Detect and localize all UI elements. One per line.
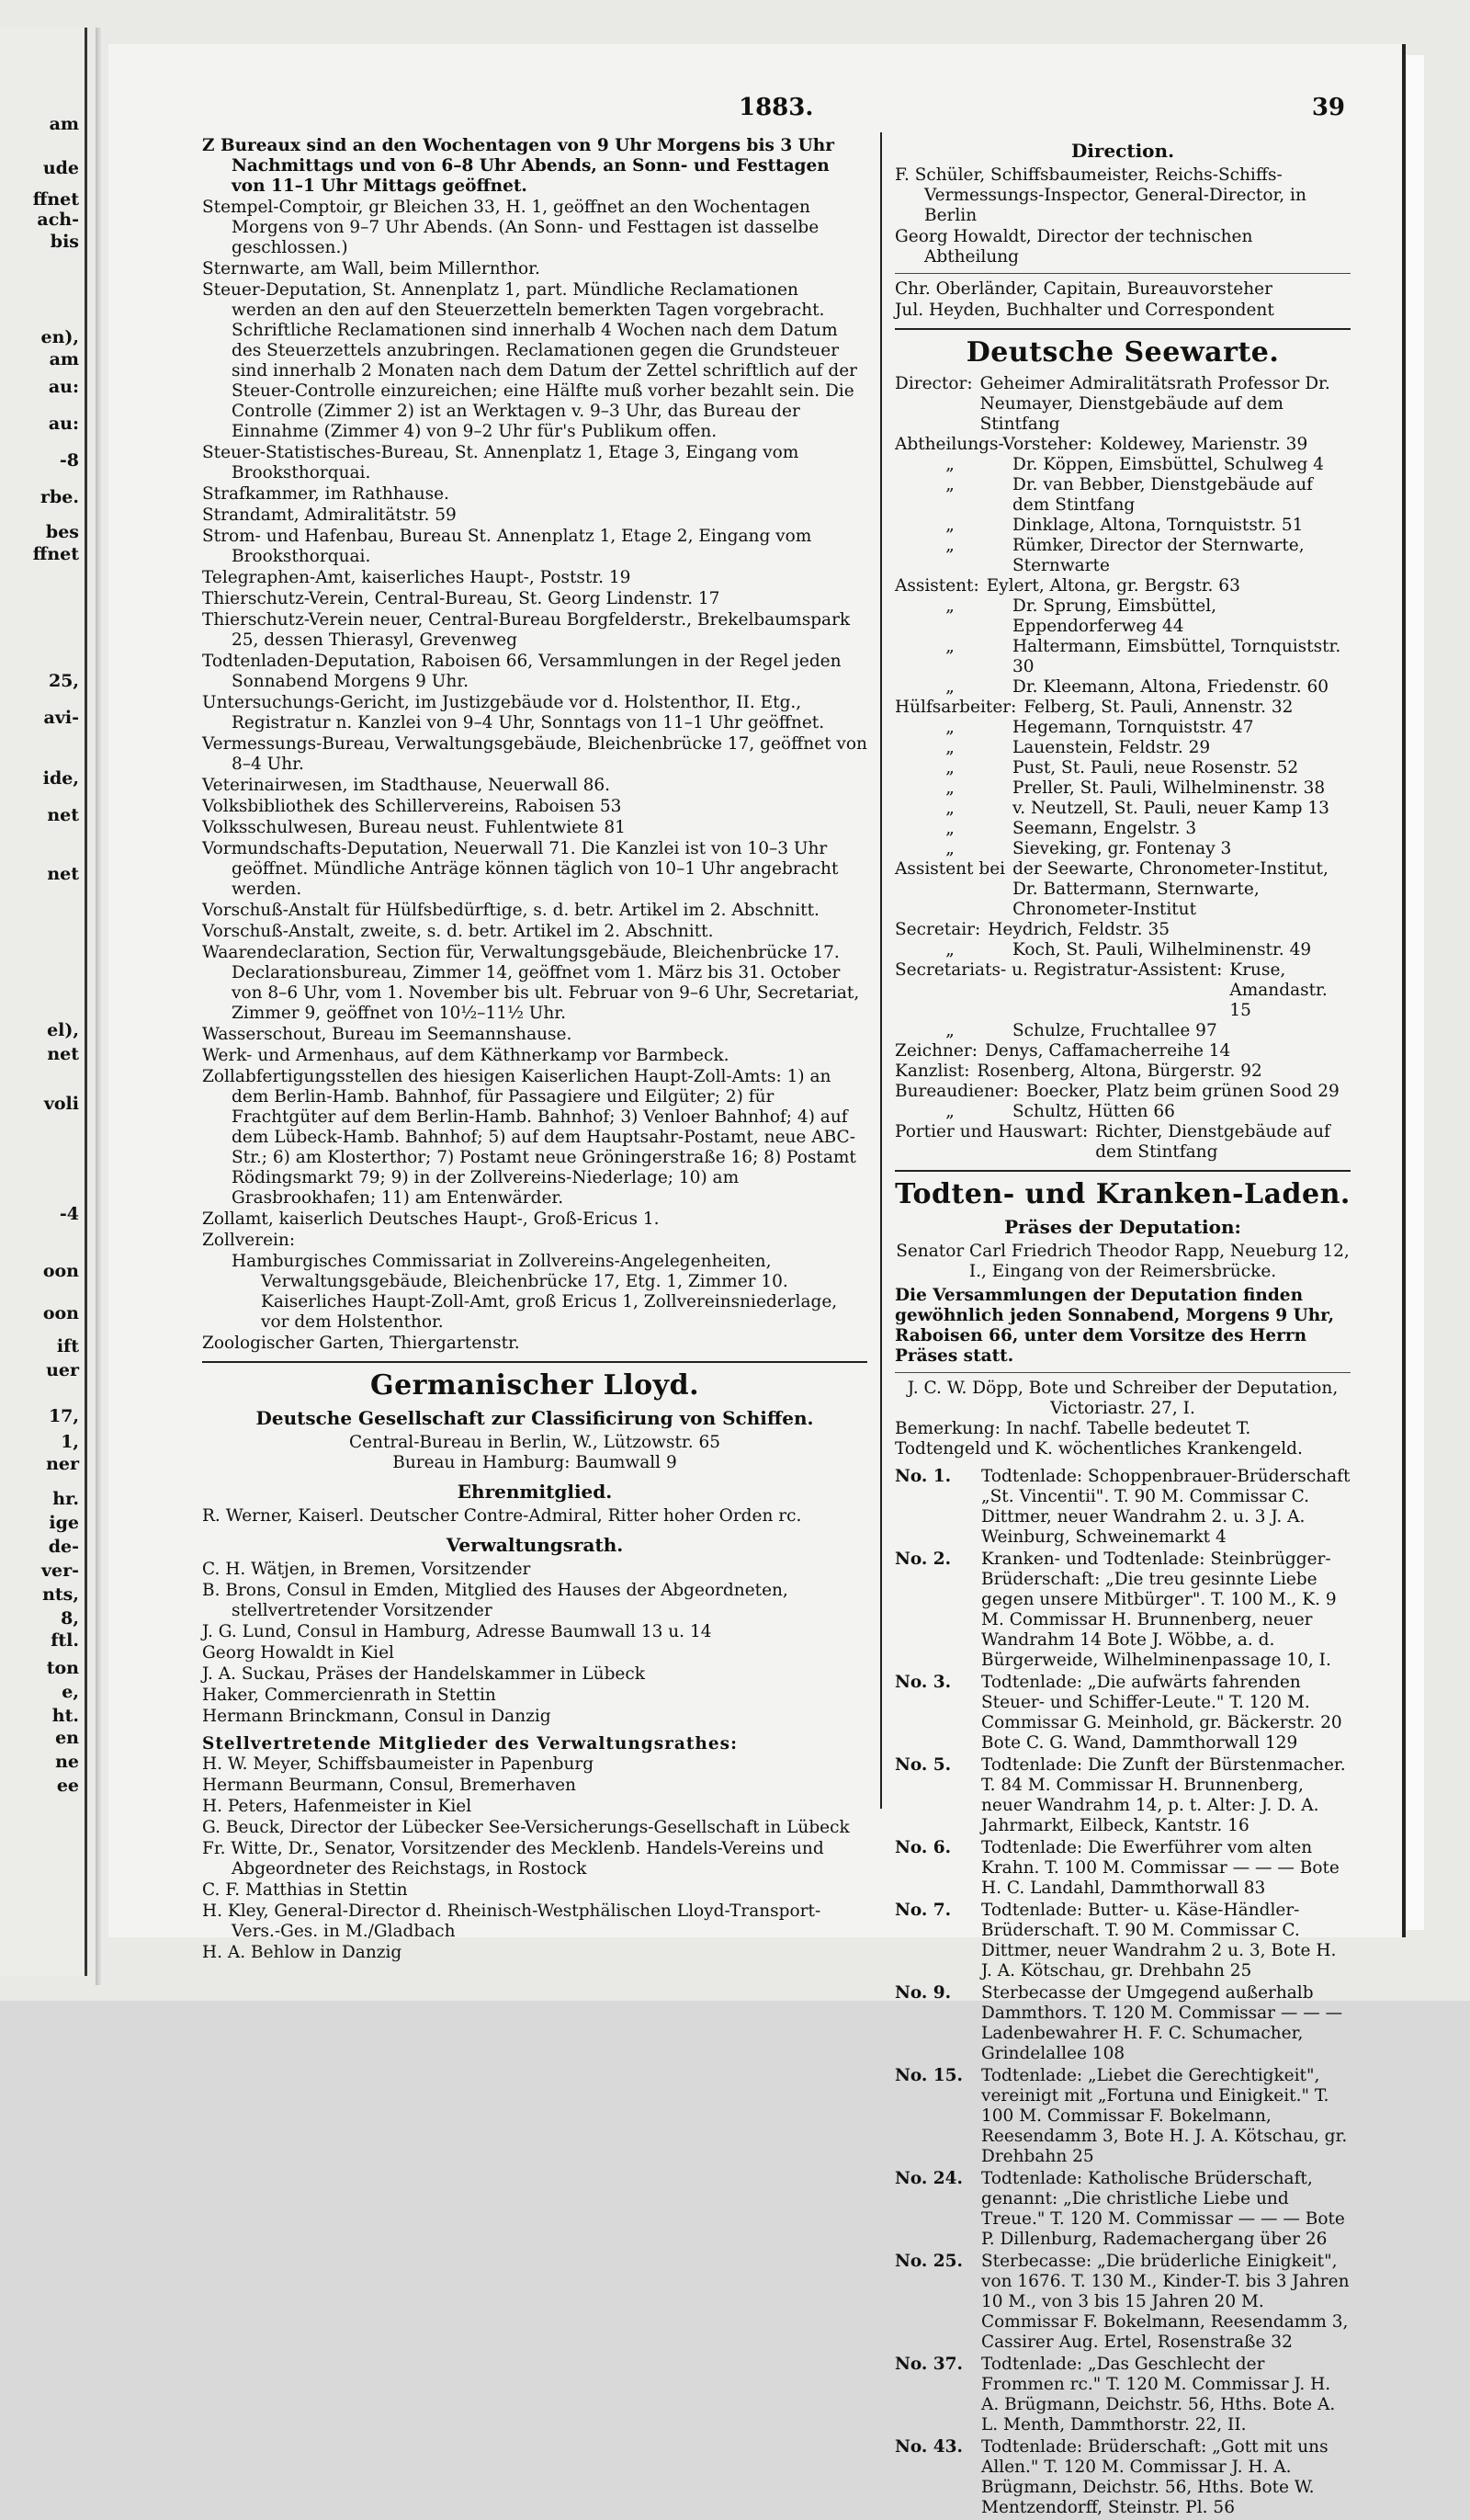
staff-role: Secretariats- u. Registratur-Assistent: [895, 960, 1223, 980]
board-member-text: C. H. Wätjen, in Bremen, Vorsitzender [202, 1560, 531, 1579]
direction-list [895, 165, 1351, 267]
staff-role: „ [945, 738, 955, 757]
staff-role: „ [945, 799, 955, 818]
todtenlade-entry [895, 1983, 1351, 2064]
staff-role: Assistent: [895, 576, 979, 596]
todtenlade-entry [895, 2437, 1351, 2518]
previous-page-fragment: ffnet [32, 544, 79, 564]
deputy-member-text: C. F. Matthias in Stettin [202, 1880, 408, 1900]
divider-line [895, 273, 1351, 274]
entry-text: Todtenlade: „Liebet die Gerechtigkeit", vereinigt mit „Fortuna und Einigkeit." T. 100 M. Commissar F. Bokelmann, Reesendamm 3, Bote H. J. A. Kötschau, gr. Drehbahn 25 [981, 2066, 1348, 2166]
remark-note: Bemerkung: In nachf. Tabelle bedeutet T. Todtengeld und K. wöchentliches Krankengeld. [895, 1419, 1303, 1459]
staff-role: „ [945, 758, 955, 778]
entry-text: Sterbecasse der Umgegend außerhalb Dammthors. T. 120 M. Commissar — — — Ladenbewahrer H. F. C. Schumacher, Grindelallee 108 [981, 1983, 1343, 2063]
staff-name: Boecker, Platz beim grünen Sood 29 [1025, 1082, 1340, 1101]
entry-text: Kranken- und Todtenlade: Steinbrügger-Brüderschaft: „Die treu gesinnte Liebe gegen unsere Mitbürger". T. 100 M., K. 9 M. Commissar H. Brunnenberg, neuer Wandrahm 14 Bote J. Wöbbe, a. d. Bürgerweide, Wilhelminenpassage 10, I. [981, 1549, 1337, 1670]
staff-name: Koch, St. Pauli, Wilhelminenstr. 49 [1012, 940, 1312, 959]
directory-entry [202, 568, 867, 588]
staff-row [895, 738, 1351, 758]
directory-entry-text: Volksschulwesen, Bureau neust. Fuhlentwiete 81 [202, 818, 626, 837]
staff-name: Heydrich, Feldstr. 35 [988, 920, 1170, 939]
directory-entry-text: Vorschuß-Anstalt, zweite, s. d. betr. Artikel im 2. Abschnitt. [202, 922, 714, 941]
directory-entry [202, 1231, 867, 1251]
book-gutter [96, 28, 103, 1985]
staff-name: Kruse, Amandastr. 15 [1229, 960, 1328, 1020]
staff-name: Richter, Dienstgebäude auf dem Stintfang [1095, 1122, 1330, 1162]
directory-entry-text: Vorschuß-Anstalt für Hülfsbedürftige, s. d. betr. Artikel im 2. Abschnitt. [202, 901, 820, 920]
previous-page-fragment: ift [56, 1336, 79, 1356]
board-member-text: B. Brons, Consul in Emden, Mitglied des Hauses der Abgeordneten, stellvertretender Vorsitzender [202, 1581, 788, 1620]
staff-role: Abtheilungs-Vorsteher: [895, 435, 1092, 454]
lloyd-address-berlin: Central-Bureau in Berlin, W., Lützowstr. 65 [348, 1433, 721, 1452]
previous-page-fragment: ffnet [32, 189, 79, 210]
directory-entry-text: Hamburgisches Commissariat in Zollvereins-Angelegenheiten, Verwaltungsgebäude, Bleichenbrücke 17, Etg. 1, Zimmer 10. Kaiserliches Haupt-Zoll-Amt, groß Ericus 1, Zollvereinsniederlage, vor dem Holstenthor. [232, 1252, 838, 1332]
deputy-member [202, 1797, 867, 1817]
directory-entry-text: Waarendeclaration, Section für, Verwaltungsgebäude, Bleichenbrücke 17. Declarationsbureau, Zimmer 14, geöffnet vom 1. März bis 31. October von 8–6 Uhr, vom 1. November bis ult. Februar von 9–6 Uhr, Secretariat, Zimmer 9, geöffnet von 10½–11½ Uhr. [202, 943, 860, 1023]
staff-row [895, 758, 1351, 778]
meeting-note: Die Versammlungen der Deputation finden gewöhnlich jeden Sonnabend, Morgens 9 Uhr, Raboisen 66, unter dem Vorsitze des Herrn Präses statt. [895, 1286, 1335, 1366]
staff-role: „ [945, 516, 955, 535]
directory-entry [202, 1334, 867, 1354]
previous-page-fragment: 25, [48, 671, 79, 691]
staff-row [895, 596, 1351, 637]
deputy-member-text: H. Kley, General-Director d. Rheinisch-Westphälischen Lloyd-Transport-Vers.-Ges. in M./Gladbach [202, 1901, 821, 1941]
staff-row [895, 718, 1351, 738]
direction-member-text: F. Schüler, Schiffsbaumeister, Reichs-Schiffs-Vermessungs-Inspector, General-Director, in Berlin [895, 165, 1306, 225]
praeses-name: Senator Carl Friedrich Theodor Rapp, Neueburg 12, I., Eingang von der Reimersbrücke. [896, 1242, 1350, 1281]
directory-entry-text: Strandamt, Admiralitätstr. 59 [202, 505, 457, 525]
deputy-member [202, 1880, 867, 1901]
staff-role: „ [945, 778, 955, 798]
staff-role: Kanzlist: [895, 1061, 970, 1081]
staff-row [895, 819, 1351, 839]
previous-page-fragment: de- [48, 1537, 79, 1557]
deputy-list [202, 1754, 867, 1963]
directory-entry [202, 198, 867, 258]
staff-role: Secretair: [895, 920, 981, 939]
lloyd-address-hamburg: Bureau in Hamburg: Baumwall 9 [392, 1453, 677, 1472]
entry-number: No. 37. [895, 2355, 963, 2374]
directory-entry [202, 527, 867, 567]
staff-role: „ [945, 940, 955, 959]
staff-name: Schultz, Hütten 66 [1012, 1102, 1175, 1121]
staff-name: Denys, Caffamacherreihe 14 [984, 1041, 1231, 1061]
staff-role: Hülfsarbeiter: [895, 698, 1017, 717]
entry-number: No. 9. [895, 1983, 952, 2003]
directory-entry-text: Veterinairwesen, im Stadthause, Neuerwall 86. [202, 776, 611, 795]
previous-page-fragment: ner [46, 1454, 79, 1474]
board-member-text: Georg Howaldt in Kiel [202, 1643, 394, 1663]
staff-role: „ [945, 1021, 955, 1040]
previous-page-fragment: 8, [61, 1608, 79, 1629]
deputy-member-text: H. A. Behlow in Danzig [202, 1943, 402, 1962]
previous-page-fragment: 17, [48, 1406, 79, 1426]
section-rule [202, 1361, 867, 1363]
previous-page-fragment: uer [46, 1360, 79, 1380]
previous-page-fragment: rbe. [40, 487, 79, 507]
previous-page-fragment: el), [47, 1020, 79, 1040]
staff-name: der Seewarte, Chronometer-Institut, Dr. Battermann, Sternwarte, Chronometer-Institut [1012, 859, 1329, 919]
seewarte-title: Deutsche Seewarte. [966, 336, 1280, 369]
board-member [202, 1622, 867, 1642]
directory-entry-text: Strafkammer, im Rathhause. [202, 484, 449, 504]
staff-name: Haltermann, Eimsbüttel, Tornquiststr. 30 [1012, 637, 1341, 676]
directory-entry-text: Untersuchungs-Gericht, im Justizgebäude vor d. Holstenthor, II. Etg., Registratur n. Kanzlei von 9–4 Uhr, Sonntags von 11–1 Uhr geöffnet. [202, 693, 825, 732]
section-rule [895, 1170, 1351, 1172]
previous-page-fragment: oon [42, 1261, 79, 1281]
directory-entry-text: Strom- und Hafenbau, Bureau St. Annenplatz 1, Etage 2, Eingang vom Brooksthorquai. [202, 527, 812, 566]
staff-row [895, 1082, 1351, 1102]
todtenladen-section [895, 1177, 1351, 2518]
entry-number: No. 24. [895, 2169, 963, 2188]
directory-entry [202, 797, 867, 817]
previous-page-fragment: am [49, 349, 79, 369]
page-year: 1883. [739, 94, 814, 121]
directory-entry [202, 1252, 867, 1333]
staff-role: „ [945, 596, 955, 616]
staff-name: Koldewey, Marienstr. 39 [1099, 435, 1308, 454]
previous-page-fragment: hr. [52, 1489, 79, 1509]
directory-entry [202, 610, 867, 651]
entry-text: Todtenlade: „Die aufwärts fahrenden Steuer- und Schiffer-Leute." T. 120 M. Commissar G. Meinhold, gr. Bäckerstr. 20 Bote C. G. Wand, Dammthorwall 129 [981, 1673, 1342, 1753]
directory-entry-text: Steuer-Statistisches-Bureau, St. Annenplatz 1, Etage 3, Eingang vom Brooksthorquai. [202, 443, 799, 482]
entry-number: No. 1. [895, 1467, 952, 1486]
directory-entry-text: Todtenladen-Deputation, Raboisen 66, Versammlungen in der Regel jeden Sonnabend Morgens 9 Uhr. [202, 652, 842, 691]
directory-entry-text: Steuer-Deputation, St. Annenplatz 1, part. Mündliche Reclamationen werden an den auf den Steuerzetteln bemerkten Tagen vorgebracht. Schriftliche Reclamationen sind innerhalb 4 Wochen nach dem Datum des Steuerzettels anzubringen. Reclamationen gegen die Grundsteuer sind innerhalb 2 Monaten nach dem Datum der Zettel schriftlich auf der Steuer-Controlle einzureichen; eine Hälfte muß vorher bezahlt sein. Die Controlle (Zimmer 2) ist an Werktagen v. 9–3 Uhr, das Bureau der Einnahme (Zimmer 4) von 9–2 Uhr für's Publikum offen. [202, 280, 858, 441]
previous-page-fragment: en [55, 1728, 79, 1748]
page-edge [1406, 55, 1424, 1930]
staff-name: Preller, St. Pauli, Wilhelminenstr. 38 [1012, 778, 1326, 798]
previous-page-fragment: -8 [59, 450, 79, 471]
staff-row [895, 698, 1351, 718]
todtenlade-entry [895, 2066, 1351, 2167]
seewarte-staff-list [895, 374, 1351, 1163]
directory-entry-text: Wasserschout, Bureau im Seemannshause. [202, 1025, 572, 1044]
staff-row [895, 859, 1351, 920]
board-member-text: J. A. Suckau, Präses der Handelskammer in Lübeck [202, 1664, 645, 1684]
todtenladen-title: Todten- und Kranken-Laden. [895, 1178, 1351, 1210]
staff-role: „ [945, 475, 955, 494]
staff-name: Rosenberg, Altona, Bürgerstr. 92 [977, 1061, 1262, 1081]
staff-row [895, 1102, 1351, 1122]
staff-row [895, 435, 1351, 455]
board-member-text: J. G. Lund, Consul in Hamburg, Adresse Baumwall 13 u. 14 [202, 1622, 712, 1641]
previous-page-fragment: ver- [40, 1561, 79, 1581]
directory-entry [202, 259, 867, 279]
previous-page-fragment: ftl. [51, 1630, 79, 1651]
entry-number: No. 15. [895, 2066, 963, 2085]
page-number: 39 [1311, 94, 1345, 121]
section-rule [895, 328, 1351, 330]
directory-entries [202, 136, 867, 1354]
entry-text: Sterbecasse: „Die brüderliche Einigkeit", von 1676. T. 130 M., Kinder-T. bis 3 Jahren 10 M., von 3 bis 15 Jahren 20 M. Commissar F. Bokelmann, Reesendamm 3, Cassirer Aug. Ertel, Rosenstraße 32 [981, 2252, 1350, 2352]
directory-entry [202, 136, 867, 197]
directory-entry [202, 693, 867, 733]
left-column [202, 136, 876, 1964]
staff-row [895, 576, 1351, 596]
entry-text: Todtenlade: Die Ewerführer vom alten Krahn. T. 100 M. Commissar — — — Bote H. C. Landahl, Dammthorwall 83 [981, 1838, 1340, 1898]
previous-page-fragment: avi- [43, 708, 79, 728]
directory-entry [202, 734, 867, 775]
staff-row [895, 677, 1351, 698]
todtenlade-entry [895, 2169, 1351, 2250]
deputy-member [202, 1776, 867, 1796]
staff-name: Hegemann, Tornquiststr. 47 [1012, 718, 1254, 737]
directory-entry [202, 901, 867, 921]
staff-row [895, 475, 1351, 516]
entry-number: No. 2. [895, 1549, 952, 1569]
staff-row [895, 516, 1351, 536]
staff-row [895, 536, 1351, 576]
directory-entry [202, 484, 867, 505]
directory-entry-text: Z Bureaux sind an den Wochentagen von 9 Uhr Morgens bis 3 Uhr Nachmittags und von 6–8 Uhr Abends, an Sonn- und Festtagen von 11–1 Uhr Mittags geöffnet. [202, 136, 834, 196]
staff-role: „ [945, 1102, 955, 1121]
staff-member [895, 279, 1351, 300]
staff-name: Dr. Kleemann, Altona, Friedenstr. 60 [1012, 677, 1329, 697]
entry-text: Todtenlade: Brüderschaft: „Gott mit uns Allen." T. 120 M. Commissar J. H. A. Brügmann, Deichstr. 56, Hths. Bote W. Mentzendorff, Steinstr. Pl. 56 [981, 2437, 1329, 2517]
column-divider [880, 132, 882, 1809]
direction-member [895, 165, 1351, 226]
staff-row [895, 637, 1351, 677]
staff-row [895, 1021, 1351, 1041]
entry-number: No. 3. [895, 1673, 952, 1692]
staff-list [895, 279, 1351, 321]
staff-member-text: Jul. Heyden, Buchhalter und Correspondent [895, 301, 1274, 320]
deputy-member [202, 1901, 867, 1942]
board-member [202, 1707, 867, 1727]
staff-row [895, 374, 1351, 435]
staff-role: Portier und Hauswart: [895, 1122, 1089, 1141]
directory-entry [202, 818, 867, 838]
staff-role: „ [945, 637, 955, 656]
directory-entry [202, 922, 867, 942]
directory-entry-text: Vormundschafts-Deputation, Neuerwall 71. Die Kanzlei ist von 10–3 Uhr geöffnet. Mündliche Anträge können täglich von 10–1 Uhr angebracht werden. [202, 839, 839, 899]
directory-entry-text: Werk- und Armenhaus, auf dem Käthnerkamp vor Barmbeck. [202, 1046, 729, 1065]
previous-page-fragment: bis [50, 232, 79, 252]
todtenlade-entry [895, 1838, 1351, 1899]
entry-text: Todtenlade: „Das Geschlecht der Frommen rc." T. 120 M. Commissar J. H. A. Brügmann, Deichstr. 56, Hths. Bote A. L. Menth, Dammthorstr. 22, II. [981, 2355, 1336, 2435]
staff-row [895, 778, 1351, 799]
lloyd-subtitle: Deutsche Gesellschaft zur Classificirung von Schiffen. [255, 1407, 814, 1429]
previous-page-fragment: ide, [42, 768, 79, 789]
directory-entry [202, 776, 867, 796]
directory-entry [202, 1025, 867, 1045]
staff-row [895, 960, 1351, 1021]
directory-entry-text: Volksbibliothek des Schillervereins, Raboisen 53 [202, 797, 622, 816]
staff-role: Director: [895, 374, 973, 393]
staff-name: Schulze, Fruchtallee 97 [1012, 1021, 1217, 1040]
previous-page-fragment: ton [46, 1658, 79, 1678]
deputy-member [202, 1818, 867, 1838]
previous-page-fragment: ee [56, 1776, 79, 1796]
board-member [202, 1664, 867, 1685]
deputy-member-text: H. Peters, Hafenmeister in Kiel [202, 1797, 472, 1816]
directory-entry-text: Stempel-Comptoir, gr Bleichen 33, H. 1, geöffnet an den Wochentagen Morgens von 9–7 Uhr Abends. (An Sonn- und Festtagen ist dasselbe geschlossen.) [202, 198, 820, 257]
directory-entry [202, 443, 867, 483]
previous-page-fragment: am [49, 114, 79, 134]
todtenlade-entry [895, 2355, 1351, 2435]
staff-role: „ [945, 839, 955, 858]
previous-page-fragment: au: [48, 414, 79, 434]
previous-page-fragment: net [47, 1044, 79, 1064]
entry-text: Todtenlade: Die Zunft der Bürstenmacher. T. 84 M. Commissar H. Brunnenberg, neuer Wandrahm 14, p. t. Alter: J. D. A. Jahrmarkt, Eilbeck, Kantstr. 16 [981, 1755, 1346, 1835]
directory-entry [202, 943, 867, 1024]
staff-role: „ [945, 819, 955, 838]
directory-entry [202, 505, 867, 526]
previous-page-fragment: ige [49, 1513, 79, 1533]
clerk-note: J. C. W. Döpp, Bote und Schreiber der Deputation, Victoriastr. 27, I. [907, 1379, 1339, 1418]
board-member [202, 1643, 867, 1663]
staff-row [895, 920, 1351, 940]
staff-row [895, 455, 1351, 475]
deputy-member [202, 1943, 867, 1963]
todtenlade-list [895, 1467, 1351, 2518]
directory-entry-text: Zollabfertigungsstellen des hiesigen Kaiserlichen Haupt-Zoll-Amts: 1) an dem Berlin-Hamb. Bahnhof, für Passagiere und Eilgüter; 2) für Frachtgüter auf dem Berlin-Hamb. Bahnhof; 3) Venloer Bahnhof; 4) auf dem Lübeck-Hamb. Bahnhof; 5) auf dem Hauptsahr-Postamt, neue ABC-Str.; 6) am Klosterthor; 7) Postamt neue Gröningerstraße 16; 8) Postamt Rödingsmarkt 79; 9) in der Zollvereins-Niederlage; 10) am Grasbrookhafen; 11) am Entenwärder. [202, 1067, 856, 1208]
board-member [202, 1686, 867, 1706]
staff-row [895, 1041, 1351, 1061]
staff-row [895, 839, 1351, 859]
previous-page-fragment: e, [62, 1682, 79, 1702]
todtenlade-entry [895, 1673, 1351, 1754]
staff-name: Pust, St. Pauli, neue Rosenstr. 52 [1012, 758, 1299, 778]
staff-name: v. Neutzell, St. Pauli, neuer Kamp 13 [1012, 799, 1329, 818]
staff-role: „ [945, 677, 955, 697]
board-member-text: Haker, Commercienrath in Stettin [202, 1686, 496, 1705]
staff-role: „ [945, 455, 955, 474]
directory-entry [202, 839, 867, 900]
honorary-heading: Ehrenmitglied. [457, 1481, 613, 1503]
deputy-member-text: G. Beuck, Director der Lübecker See-Versicherungs-Gesellschaft in Lübeck [202, 1818, 850, 1837]
board-list [202, 1560, 867, 1727]
direction-member [895, 227, 1351, 267]
entry-number: No. 5. [895, 1755, 952, 1775]
staff-name: Felberg, St. Pauli, Annenstr. 32 [1023, 698, 1294, 717]
entry-number: No. 7. [895, 1901, 952, 1920]
direction-heading: Direction. [1070, 140, 1175, 162]
previous-page-fragment: bes [45, 522, 79, 542]
directory-entry [202, 1067, 867, 1209]
staff-name: Lauenstein, Feldstr. 29 [1012, 738, 1211, 757]
previous-page-fragment: net [47, 864, 79, 884]
deputy-member [202, 1839, 867, 1879]
board-heading: Verwaltungsrath. [446, 1534, 624, 1556]
todtenlade-entry [895, 1467, 1351, 1548]
staff-role: „ [945, 536, 955, 555]
entry-number: No. 25. [895, 2252, 963, 2271]
directory-entry [202, 1046, 867, 1066]
previous-page-fragment: -4 [59, 1204, 79, 1224]
board-member-text: Hermann Brinckmann, Consul in Danzig [202, 1707, 551, 1726]
directory-entry-text: Thierschutz-Verein, Central-Bureau, St. Georg Lindenstr. 17 [202, 589, 720, 608]
previous-page-fragment: voli [43, 1094, 79, 1114]
directory-entry-text: Vermessungs-Bureau, Verwaltungsgebäude, Bleichenbrücke 17, geöffnet von 8–4 Uhr. [202, 734, 867, 774]
staff-name: Eylert, Altona, gr. Bergstr. 63 [986, 576, 1240, 596]
deputy-heading: Stellvertretende Mitglieder des Verwaltungsrathes: [202, 1734, 738, 1754]
entry-number: No. 6. [895, 1838, 952, 1857]
todtenlade-entry [895, 1901, 1351, 1981]
deputy-member [202, 1754, 867, 1775]
staff-name: Geheimer Admiralitätsrath Professor Dr. Neumayer, Dienstgebäude auf dem Stintfang [979, 374, 1330, 434]
deputy-member-text: Hermann Beurmann, Consul, Bremerhaven [202, 1776, 576, 1795]
previous-page-edge [0, 28, 87, 1976]
previous-page-fragment: ach- [37, 210, 79, 230]
staff-name: Dr. Sprung, Eimsbüttel, Eppendorferweg 44 [1012, 596, 1217, 636]
directory-entry [202, 589, 867, 609]
previous-page-fragment: ne [55, 1752, 79, 1772]
entry-number: No. 43. [895, 2437, 963, 2457]
directory-entry-text: Zollamt, kaiserlich Deutsches Haupt-, Groß-Ericus 1. [202, 1209, 660, 1229]
entry-text: Todtenlade: Butter- u. Käse-Händler-Brüderschaft. T. 90 M. Commissar C. Dittmer, neuer Wandrahm 2 u. 3, Bote H. J. A. Kötschau, gr. Drehbahn 25 [981, 1901, 1337, 1981]
staff-name: Dinklage, Altona, Tornquiststr. 51 [1012, 516, 1304, 535]
entry-text: Todtenlade: Schoppenbrauer-Brüderschaft „St. Vincentii". T. 90 M. Commissar C. Dittmer, neuer Wandrahm 2. u. 3 J. A. Weinburg, Schweinemarkt 4 [981, 1467, 1351, 1547]
page-header [108, 94, 1406, 131]
todtenlade-entry [895, 2252, 1351, 2353]
staff-member-text: Chr. Oberländer, Capitain, Bureauvorsteher [895, 279, 1272, 299]
staff-row [895, 799, 1351, 819]
staff-name: Seemann, Engelstr. 3 [1012, 819, 1197, 838]
directory-entry [202, 1209, 867, 1230]
staff-name: Dr. van Bebber, Dienstgebäude auf dem Stintfang [1012, 475, 1314, 515]
directory-entry [202, 280, 867, 442]
previous-page-fragment: oon [42, 1303, 79, 1323]
todtenlade-entry [895, 1549, 1351, 1671]
staff-member [895, 301, 1351, 321]
page [108, 44, 1406, 2517]
previous-page-fragment: net [47, 805, 79, 825]
staff-role: Bureaudiener: [895, 1082, 1019, 1101]
staff-name: Sieveking, gr. Fontenay 3 [1012, 839, 1232, 858]
staff-role: „ [945, 718, 955, 737]
praeses-heading: Präses der Deputation: [1004, 1216, 1241, 1238]
lloyd-title: Germanischer Lloyd. [369, 1369, 700, 1402]
staff-row [895, 1122, 1351, 1163]
lloyd-section [202, 1368, 867, 1963]
right-column [895, 136, 1351, 2520]
todtenlade-entry [895, 1755, 1351, 1836]
previous-page-fragment: 1, [61, 1432, 79, 1452]
previous-page-fragment: ude [42, 158, 79, 178]
staff-role: Zeichner: [895, 1041, 978, 1061]
directory-entry-text: Zollverein: [202, 1231, 296, 1250]
staff-name: Dr. Köppen, Eimsbüttel, Schulweg 4 [1012, 455, 1324, 474]
staff-role: Assistent bei [895, 859, 1006, 879]
previous-page-fragment: ht. [51, 1706, 79, 1726]
previous-page-fragment: au: [48, 377, 79, 397]
previous-page-fragment: en), [40, 327, 79, 347]
honorary-member: R. Werner, Kaiserl. Deutscher Contre-Admiral, Ritter hoher Orden rc. [202, 1506, 802, 1526]
deputy-member-text: Fr. Witte, Dr., Senator, Vorsitzender des Mecklenb. Handels-Vereins und Abgeordneter des Reichstags, in Rostock [202, 1839, 824, 1879]
staff-row [895, 940, 1351, 960]
direction-member-text: Georg Howaldt, Director der technischen Abtheilung [895, 227, 1253, 267]
staff-name: Rümker, Director der Sternwarte, Sternwarte [1012, 536, 1305, 575]
directory-entry-text: Zoologischer Garten, Thiergartenstr. [202, 1334, 520, 1353]
directory-entry-text: Telegraphen-Amt, kaiserliches Haupt-, Poststr. 19 [202, 568, 631, 587]
staff-row [895, 1061, 1351, 1082]
directory-entry-text: Sternwarte, am Wall, beim Millernthor. [202, 259, 540, 278]
divider-line [895, 1372, 1351, 1373]
seewarte-section [895, 335, 1351, 1163]
board-member [202, 1581, 867, 1621]
directory-entry-text: Thierschutz-Verein neuer, Central-Bureau Borgfelderstr., Brekelbaumspark 25, dessen Thierasyl, Grevenweg [202, 610, 851, 650]
board-member [202, 1560, 867, 1580]
deputy-member-text: H. W. Meyer, Schiffsbaumeister in Papenburg [202, 1754, 594, 1774]
directory-entry [202, 652, 867, 692]
previous-page-fragment: nts, [42, 1584, 79, 1605]
entry-text: Todtenlade: Katholische Brüderschaft, genannt: „Die christliche Liebe und Treue." T. 120 M. Commissar — — — Bote P. Dillenburg, Rademachergang über 26 [981, 2169, 1345, 2249]
